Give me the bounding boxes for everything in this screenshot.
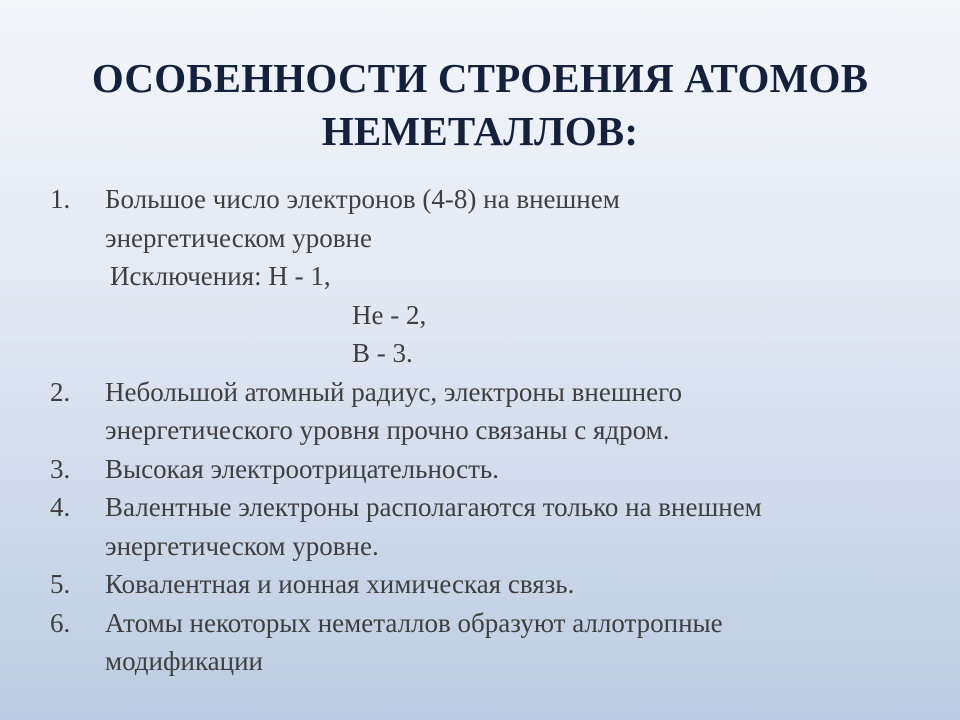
list-item-text: Валентные электроны располагаются только на внешнем (105, 492, 762, 522)
exception-b: B - 3. (352, 338, 413, 368)
list-item-3 (50, 450, 930, 489)
list-item-text: Ковалентная и ионная химическая связь. (105, 569, 575, 599)
exceptions-label: Исключения: (110, 261, 269, 291)
slide-title-line-2: НЕМЕТАЛЛОВ: (321, 108, 639, 154)
list-item-text: Высокая электроотрицательность. (105, 453, 499, 484)
exception-h: H - 1, (268, 261, 331, 291)
list-item-text: Атомы некоторых неметаллов образуют аллотропные (105, 607, 723, 638)
list-item-1 (50, 180, 930, 257)
slide-title-line-1: ОСОБЕННОСТИ СТРОЕНИЯ АТОМОВ (91, 55, 869, 101)
list-item-text: энергетического уровня прочно связаны с ядром. (105, 415, 670, 445)
exceptions-first-line (110, 257, 930, 296)
list-item-6 (50, 604, 930, 681)
exception-he: He - 2, (352, 299, 427, 330)
features-list (50, 180, 930, 681)
exceptions-block (50, 257, 930, 373)
slide-title (40, 52, 920, 158)
list-item-number: 5. (50, 569, 71, 599)
list-item-text: энергетическом уровне (105, 222, 372, 253)
list-item-number: 2. (50, 376, 71, 407)
list-item-number: 6. (50, 607, 71, 638)
list-item-number: 1. (50, 184, 71, 214)
list-item-5 (50, 565, 930, 604)
list-item-text: энергетическом уровне. (105, 530, 379, 561)
list-item-2 (50, 373, 930, 450)
list-item-number: 4. (50, 492, 71, 522)
list-item-4 (50, 488, 930, 565)
list-item-text: Большое число электронов (4-8) на внешнем (105, 184, 620, 214)
list-item-number: 3. (50, 453, 71, 484)
list-item-text: модификации (105, 646, 263, 676)
list-item-text: Небольшой атомный радиус, электроны внешнего (105, 376, 682, 407)
